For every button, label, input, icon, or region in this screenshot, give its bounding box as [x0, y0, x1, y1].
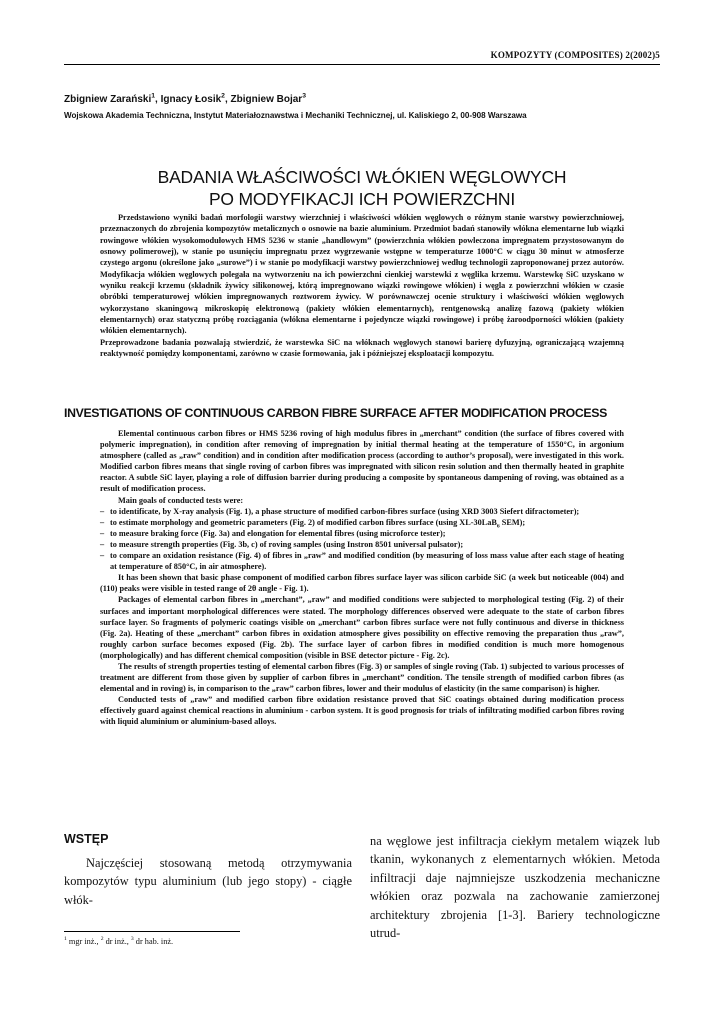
author-affil-mark: 3	[302, 92, 306, 100]
author-name: Zbigniew Bojar	[230, 94, 303, 105]
footnote-text: mgr inż.,	[66, 937, 101, 946]
goals-list	[100, 506, 624, 573]
english-paragraph: Elemental continuous carbon fibres or HMS 5236 roving of high modulus fibres in „merchant” condition (the surface of fibres covered with polymeric impregnation), in condition after removing of impregnation by initial thermal heating at the temperature of 1550°C, in argonium atmosphere (called as „raw” condition) and in condition after modification process (according to author’s proposal), were investigated in this work. Modified carbon fibres means that single roving of carbon fibres was impregnated with silicon resin solution and then thermally heated in graphite reactor. A subtle SiC layer, playing a role of diffusion barrier during producing a composite by spontaneous dampening of roving, was obtained as a result of modification process.	[100, 429, 624, 494]
goal-item	[100, 517, 624, 528]
footnote-mark: 3	[130, 936, 134, 943]
goal-item: – to measure braking force (Fig. 3a) and elongation for elemental fibres (using microforce tester);	[100, 528, 624, 539]
footnote	[64, 937, 173, 946]
english-title: INVESTIGATIONS OF CONTINUOUS CARBON FIBRE SURFACE AFTER MODIFICATION PROCESS	[64, 406, 607, 420]
english-paragraph: Conducted tests of „raw” and modified carbon fibre oxidation resistance proved that SiC coatings obtained during modification process effectively guard against chemical reactions in aluminium - carbon system. It is good prognosis for trials of infiltrating modified carbon fibres roving with liquid aluminium or aluminium-based alloys.	[100, 695, 624, 727]
footnote-mark: 1	[64, 936, 67, 943]
footnote-text: dr inż.,	[103, 937, 131, 946]
footnote-text: dr hab. inż.	[133, 937, 174, 946]
footnote-rule	[64, 931, 240, 932]
author-name: Ignacy Łosik	[160, 94, 222, 105]
intro-paragraph: na węglowe jest infiltracja ciekłym metalem wiązek lub tkanin, wykonanych z elementarnych włókien. Metoda infiltracji daje najmniejsze uszkodzenia mechaniczne włókien oraz pozwala na zachowanie zamierzonej architektury zbrojenia [1-3]. Bariery technologiczne utrud-	[370, 834, 660, 941]
author-list: Zbigniew Zarański$^1$, Ignacy Łosik$^2$, Zbigniew Bojar$^3$	[64, 92, 306, 105]
goal-item: – to measure strength properties (Fig. 3b, c) of roving samples (using Instron 8501 universal pulsator);	[100, 539, 624, 550]
english-paragraph: Packages of elemental carbon fibres in „merchant”, „raw” and modified conditions were subjected to morphological testing (Fig. 2) of their surfaces and important morphological differences were stated. The morphology differences observed were adequate to the state of carbon fibres surface layer. So fragments of polymeric coatings visible on „merchant” carbon fibres surface were not fully continuous and diverse in thickness (Fig. 2a). Heating of these „merchant” carbon fibres in oxidation atmosphere gives possibility on effective removing the preparation thus „raw”, roughly carbon surface becomes exposed (Fig. 2b). The surface layer of carbon fibres in modified condition is much more homogenous (morphologically) and has different chemical composition (visible in BSE detector picture - Fig. 2c).	[100, 595, 624, 660]
abstract-paragraph: Przeprowadzone badania pozwalają stwierdzić, że warstewka SiC na włóknach węglowych stanowi barierę dyfuzyjną, ograniczającą wzajemną reaktywność pomiędzy komponentami, zarówno w czasie formowania, jak i późniejszej eksploatacji kompozytu.	[100, 337, 624, 359]
title-line: BADANIA WŁAŚCIWOŚCI WŁÓKIEN WĘGLOWYCH	[157, 167, 567, 187]
goal-item: – to identificate, by X-ray analysis (Fig. 1), a phase structure of modified carbon-fibres surface (using XRD 3003 Siefert difractometer);	[100, 506, 624, 517]
paper-title	[64, 166, 660, 210]
author-affil-mark: 2	[221, 92, 225, 100]
header-rule	[64, 64, 660, 65]
goal-item: – to compare an oxidation resistance (Fig. 4) of fibres in „raw” and modified condition (by measuring of loss mass value after each stage of heating at temperature of 850°C, in air atmosphere).	[100, 550, 624, 572]
goal-text: to estimate morphology and geometric parameters (Fig. 2) of modified carbon fibres surface (using XL-30LaB	[110, 517, 497, 527]
goal-subscript: 6	[496, 523, 500, 530]
affiliation: Wojskowa Akademia Techniczna, Instytut Materiałoznawstwa i Mechaniki Technicznej, ul. Kaliskiego 2, 00-908 Warszawa	[64, 111, 527, 120]
goals-intro: Main goals of conducted tests were:	[118, 495, 244, 505]
abstract-paragraph: Przedstawiono wyniki badań morfologii warstwy wierzchniej i właściwości włókien węglowych o różnym stanie warstwy powierzchniowej, przeznaczonych do zbrojenia kompozytów metalicznych o osnowie na bazie aluminium. Przedmiot badań stanowiły włókna elementarne lub wiązki rowingowe włókien wysokomodułowych HMS 5236 w stanie „handlowym” (powierzchnia włókien powleczona impregnatem przystosowanym do osnowy polimerowej), w stanie po usunięciu impregnatu przez wygrzewanie wstępne w temperaturze 1000°C w ciągu 30 minut w atmosferze czystego argonu (określone jako „surowe”) i w stanie po modyfikacji warstwy powierzchniowej według technologii zaproponowanej przez autorów. Modyfikacja włókien węglowych polegała na wytworzeniu na ich powierzchni cienkiej warstewki z węglika krzemu. Warstewkę SiC uzyskano w wyniku reakcji krzemu (składnik żywicy silikonowej, którą impregnowano wiązki rowingowe włókien) i węgla z powierzchni włókien w czasie obróbki temperaturowej włókien impregnowanych roztworem żywicy. W porównawczej ocenie struktury i właściwości włókien węglowych wykorzystano skaningową mikroskopię elektronową (pakiety włókien elementarnych), rentgenowską analizę fazową (pakiety włókien elementarnych) oraz statyczną próbę rozciągania (włókna elementarne i pojedyncze wiązki rowingowe) i próbę żaroodporności włókien (pakiety włókien elementarnych).	[100, 213, 624, 336]
section-heading-intro: WSTĘP	[64, 832, 109, 846]
english-paragraph: The results of strength properties testing of elemental carbon fibres (Fig. 3) or samples of single roving (Tab. 1) subjected to various processes of treatment are different from those given by supplier of carbon fibres in „merchant” condition. The tensile strength of modified carbon fibres (as elemental and in roving) is, in comparison to the „raw” carbon fibres, lower and their modulus of elasticity (in the same comparison) is higher.	[100, 661, 624, 694]
abstract-polish	[100, 212, 624, 359]
author-affil-mark: 1	[151, 92, 156, 100]
journal-header: KOMPOZYTY (COMPOSITES) 2(2002)5	[490, 50, 660, 60]
author-name: Zbigniew Zarański	[64, 94, 152, 105]
intro-column-right	[370, 832, 660, 942]
intro-column-left	[64, 854, 352, 909]
title-line: PO MODYFIKACJI ICH POWIERZCHNI	[208, 189, 516, 209]
footnote-mark: 2	[100, 936, 104, 943]
goal-text: SEM);	[499, 517, 526, 527]
abstract-english	[100, 428, 624, 728]
intro-paragraph: Najczęściej stosowaną metodą otrzymywania kompozytów typu aluminium (lub jego stopy) - ciągłe włók-	[64, 856, 352, 907]
english-paragraph: It has been shown that basic phase component of modified carbon fibres surface layer was silicon carbide SiC (a week but noticeable (004) and (110) peaks were visible in tested range of 2θ angle - Fig. 1).	[100, 573, 624, 594]
